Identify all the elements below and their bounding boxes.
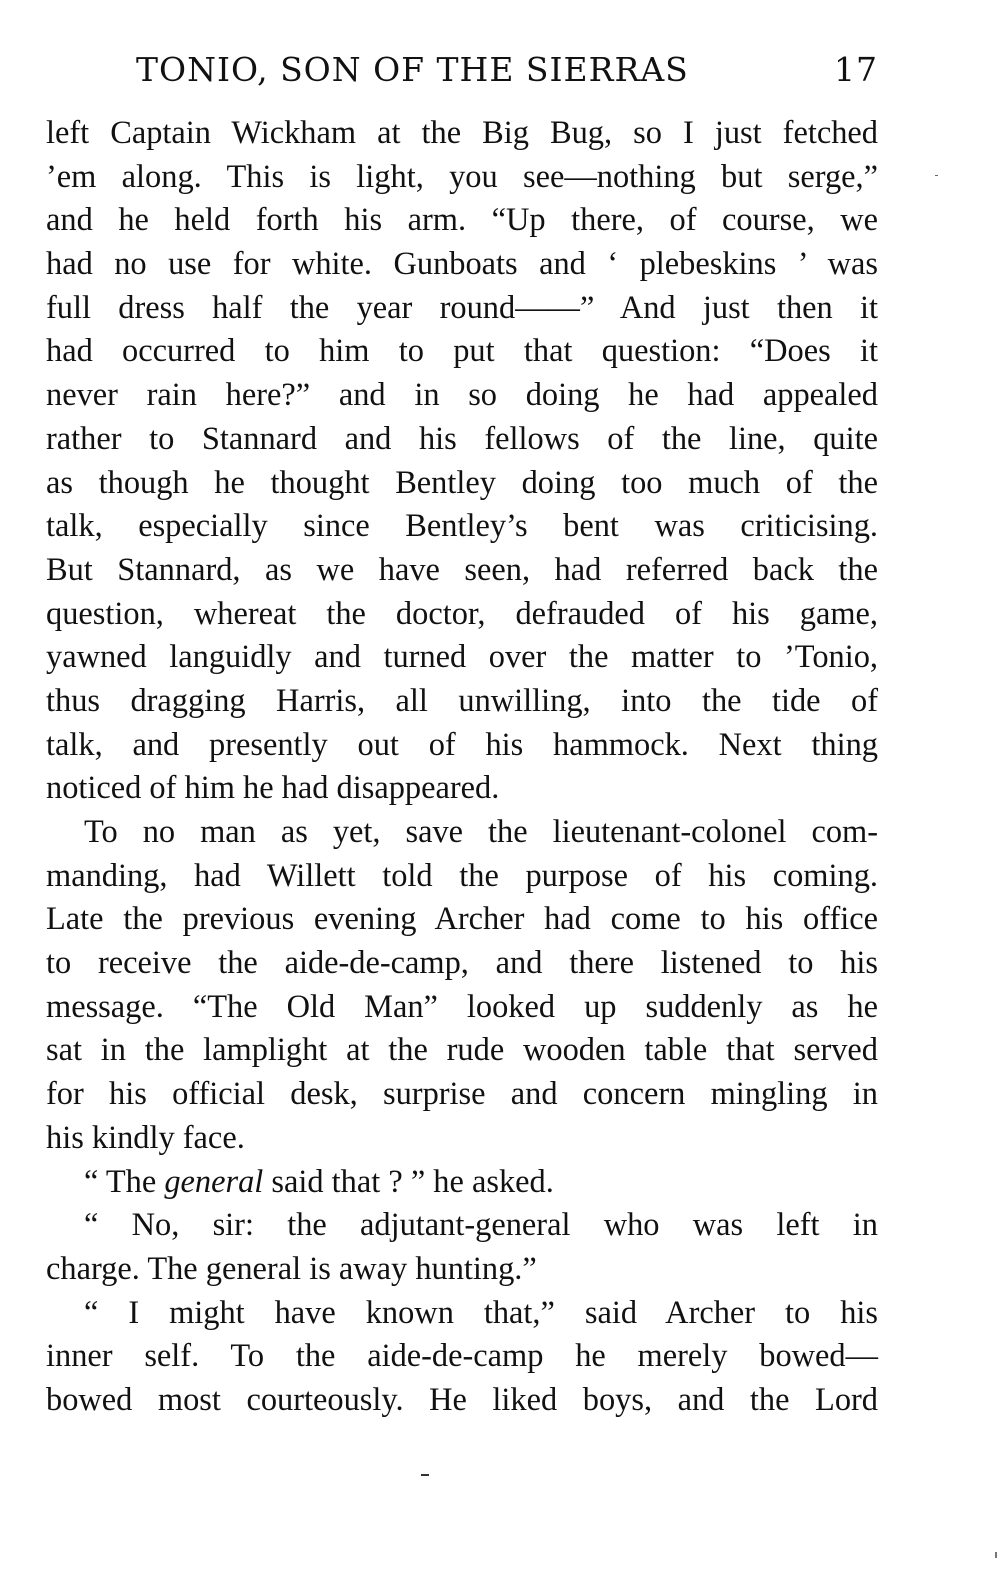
dialogue-line-general bbox=[46, 1161, 878, 1205]
text-line: and he held forth his arm. “Up there, of course, we bbox=[46, 202, 878, 239]
text-line: his kindly face. bbox=[46, 1119, 245, 1156]
text-line: charge. The general is away hunting.” bbox=[46, 1250, 537, 1287]
text-line: yawned languidly and turned over the matter to ’Tonio, bbox=[46, 639, 878, 676]
text-line: as though he thought Bentley doing too much of the bbox=[46, 464, 878, 501]
text-line: To no man as yet, save the lieutenant-colonel com- bbox=[84, 814, 878, 850]
text-line: inner self. To the aide-de-camp he merely bowed— bbox=[46, 1338, 878, 1375]
text-line: never rain here?” and in so doing he had appealed bbox=[46, 377, 878, 414]
text-line: bowed most courteously. He liked boys, and the Lord bbox=[46, 1381, 878, 1418]
text-line: full dress half the year round——” And just then it bbox=[46, 289, 878, 326]
text-line: to receive the aide-de-camp, and there listened to his bbox=[46, 945, 878, 982]
text-line: sat in the lamplight at the rude wooden table that served bbox=[46, 1032, 878, 1069]
text-line: Late the previous evening Archer had come to his office bbox=[46, 901, 878, 938]
text-line: noticed of him he had disappeared. bbox=[46, 770, 500, 807]
ink-speck bbox=[935, 175, 938, 176]
page-number: 17 bbox=[834, 50, 878, 89]
text-line: message. “The Old Man” looked up suddenly as he bbox=[46, 988, 878, 1025]
text-line: ’em along. This is light, you see—nothing but serge,” bbox=[46, 158, 878, 195]
text-line: “ I might have known that,” said Archer to his bbox=[84, 1294, 878, 1331]
text-line: “ No, sir: the adjutant-general who was left in bbox=[84, 1207, 878, 1244]
text-line: had occurred to him to put that question: “Does it bbox=[46, 333, 878, 370]
text-line: left Captain Wickham at the Big Bug, so I just fetched bbox=[46, 115, 878, 151]
book-page bbox=[46, 40, 878, 1423]
running-head bbox=[46, 40, 878, 102]
ink-speck bbox=[421, 1474, 429, 1476]
text-line: for his official desk, surprise and concern mingling in bbox=[46, 1076, 878, 1113]
text-line: rather to Stannard and his fellows of the line, quite bbox=[46, 420, 878, 457]
text-fragment: said that ? ” he asked. bbox=[263, 1163, 554, 1200]
ink-speck bbox=[995, 1552, 997, 1558]
running-title: TONIO, SON OF THE SIERRAS bbox=[136, 50, 689, 89]
text-line: thus dragging Harris, all unwilling, into the tide of bbox=[46, 682, 878, 719]
text-line: question, whereat the doctor, defrauded of his game, bbox=[46, 595, 878, 632]
text-line: talk, especially since Bentley’s bent was criticising. bbox=[46, 508, 878, 545]
text-line: had no use for white. Gunboats and ‘ plebeskins ’ was bbox=[46, 246, 878, 283]
italic-word: general bbox=[164, 1163, 264, 1200]
text-line: talk, and presently out of his hammock. Next thing bbox=[46, 726, 878, 763]
text-line: manding, had Willett told the purpose of his coming. bbox=[46, 857, 878, 894]
text-fragment: “ The bbox=[84, 1163, 165, 1200]
text-line: But Stannard, as we have seen, had referred back the bbox=[46, 551, 878, 588]
body-text bbox=[46, 112, 878, 1423]
